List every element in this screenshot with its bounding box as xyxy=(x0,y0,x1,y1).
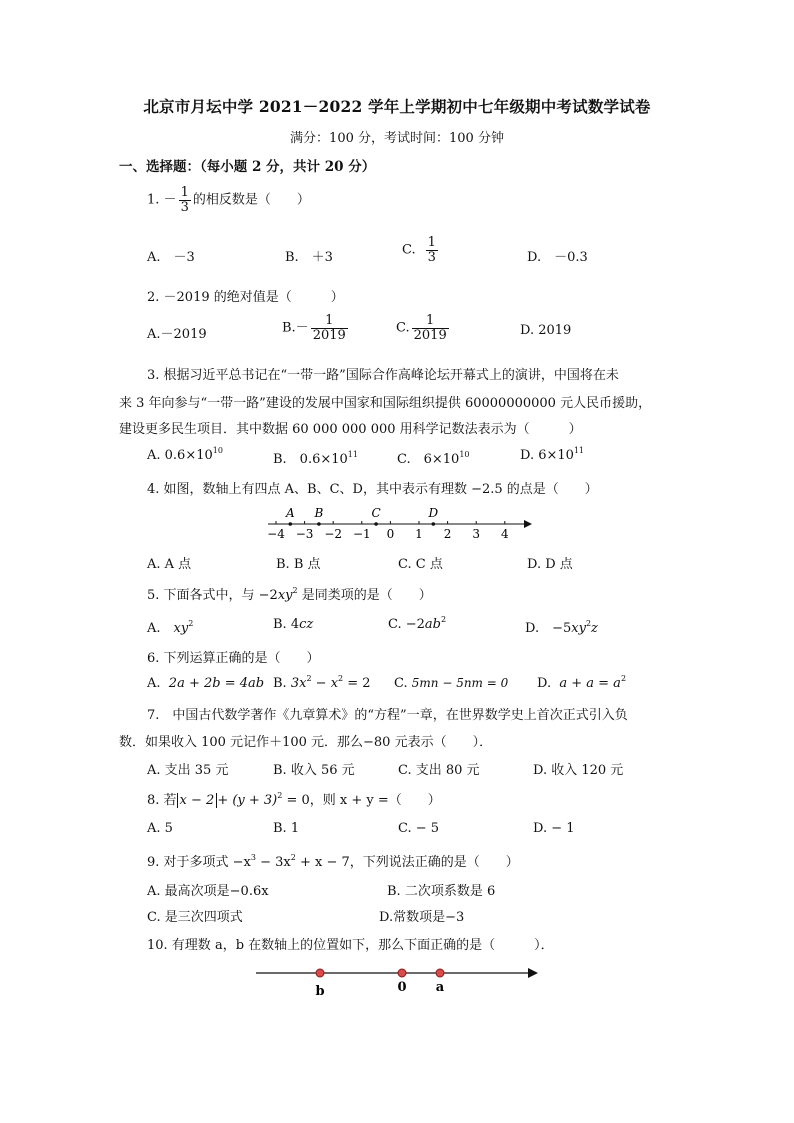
q4-point-a xyxy=(289,522,293,526)
question-8 xyxy=(147,789,441,808)
q7-option-a[interactable]: A. 支出 35 元 xyxy=(147,763,229,778)
q5c-expr: ab xyxy=(424,617,441,632)
q3c-exp: 10 xyxy=(459,450,470,459)
q5-option-c[interactable] xyxy=(388,617,446,632)
q10-label-b: b xyxy=(315,984,325,999)
q1-fraction xyxy=(179,186,191,214)
q2-option-d[interactable]: D. 2019 xyxy=(520,323,572,338)
q4-point-c xyxy=(374,522,378,526)
question-2: 2. －2019 的绝对值是（ ） xyxy=(147,290,344,305)
q3a-exp: 10 xyxy=(212,446,223,455)
q5a-label: A. xyxy=(147,621,174,636)
q8-prefix: 8. 若 xyxy=(147,793,177,808)
question-4: 4. 如图，数轴上有四点 A、B、C、D，其中表示有理数 −2.5 的点是（ ） xyxy=(147,482,598,497)
q2c-fraction xyxy=(412,314,449,342)
q4-option-d[interactable]: D. D 点 xyxy=(527,557,573,572)
q8-abs: x − 2 xyxy=(177,793,218,808)
q2b-fraction xyxy=(311,314,348,342)
q4-tick-label: −1 xyxy=(352,527,371,541)
q4-tick-label: 4 xyxy=(500,527,509,541)
q6-option-a[interactable] xyxy=(147,676,264,691)
q10-label-a: a xyxy=(435,980,445,995)
q6b-mid: − x xyxy=(311,676,339,691)
q1-sign: － xyxy=(163,192,177,208)
question-3-line-1: 3. 根据习近平总书记在“一带一路”国际合作高峰论坛开幕式上的演讲，中国将在未 xyxy=(147,368,619,383)
question-9 xyxy=(147,851,519,870)
q6b-exp2: 2 xyxy=(338,674,344,683)
q7-option-c[interactable]: C. 支出 80 元 xyxy=(398,763,480,778)
q9-option-a[interactable]: A. 最高次项是−0.6x xyxy=(147,884,269,899)
q2-option-c[interactable] xyxy=(396,314,451,342)
question-3-line-3: 建设更多民生项目．其中数据 60 000 000 000 用科学记数法表示为（ ） xyxy=(119,422,582,437)
q4-tick-label: 0 xyxy=(386,527,395,541)
q2b-prefix: B.－ xyxy=(282,320,309,336)
q1-frac-den: 3 xyxy=(180,199,189,215)
section-heading: 一、选择题：（每小题 2 分，共计 20 分） xyxy=(119,159,376,175)
q6d-pre: a + a = a xyxy=(559,676,621,691)
q8-option-d[interactable]: D. − 1 xyxy=(533,821,575,836)
q5-option-b[interactable] xyxy=(273,617,313,632)
q9-exp1: 3 xyxy=(250,853,256,862)
q5d-exp: 2 xyxy=(585,619,592,628)
q2b-den: 2019 xyxy=(312,327,346,343)
q9-tail: + x − 7，下列说法正确的是（ ） xyxy=(295,855,519,870)
question-10: 10. 有理数 a，b 在数轴上的位置如下，那么下面正确的是（ ）． xyxy=(147,938,554,953)
q4-option-a[interactable]: A. A 点 xyxy=(147,557,192,572)
q2-option-a[interactable]: A.－2019 xyxy=(147,327,207,342)
q4-tick-label: 2 xyxy=(443,527,452,541)
q5-prefix: 5. 下面各式中，与 −2 xyxy=(147,588,278,603)
q9-option-b[interactable]: B. 二次项系数是 6 xyxy=(387,884,496,899)
q1-option-a[interactable]: A. －3 xyxy=(147,250,195,265)
q5c-exp: 2 xyxy=(441,615,447,624)
q2-option-b[interactable] xyxy=(282,314,350,342)
q1-option-d[interactable]: D. －0.3 xyxy=(527,250,588,265)
q5-term: xy xyxy=(277,588,293,603)
q6a-label: A. xyxy=(147,676,161,691)
q4-point-d xyxy=(432,522,436,526)
q5d-label: D. −5 xyxy=(525,621,572,636)
q9-exp2: 2 xyxy=(290,853,296,862)
q6d-label: D. xyxy=(537,676,552,691)
q5b-label: B. 4 xyxy=(273,617,300,632)
question-7-line-2: 数．如果收入 100 元记作＋100 元．那么−80 元表示（ ）． xyxy=(119,735,493,750)
q6b-exp1: 2 xyxy=(306,674,312,683)
q1-option-b[interactable]: B. ＋3 xyxy=(285,250,333,265)
q4-tick-label: −3 xyxy=(295,527,314,541)
q3-option-d[interactable] xyxy=(520,448,584,463)
q4-point-label-b: B xyxy=(314,506,324,520)
q1-number: 1. xyxy=(147,192,160,208)
q5d-expr: xy xyxy=(571,621,586,636)
q3c-text: C. 6×10 xyxy=(397,452,460,467)
q5-option-d[interactable] xyxy=(525,617,598,636)
q1-option-c[interactable] xyxy=(402,236,440,264)
q6-option-b[interactable] xyxy=(273,676,371,691)
question-1 xyxy=(147,186,310,214)
q1c-den: 3 xyxy=(427,249,436,265)
q4-tick-label: −2 xyxy=(324,527,343,541)
q3-option-c[interactable] xyxy=(397,448,470,467)
q8-option-c[interactable]: C. − 5 xyxy=(398,821,440,836)
question-5 xyxy=(147,584,432,603)
q4-axis-arrow xyxy=(524,520,532,528)
q4-point-label-a: A xyxy=(285,506,295,520)
question-7-line-1: 7. 中国古代数学著作《九章算术》的“方程”一章，在世界数学史上首次正式引入负 xyxy=(147,708,628,723)
q4-point-label-d: D xyxy=(428,506,439,520)
q5-term-exp: 2 xyxy=(292,586,298,595)
q4-point-label-c: C xyxy=(371,506,381,520)
q10-point-a xyxy=(436,969,444,977)
q8-option-a[interactable]: A. 5 xyxy=(147,821,173,836)
q6c-label: C. xyxy=(394,676,408,691)
q2c-den: 2019 xyxy=(413,327,447,343)
q4-point-b xyxy=(317,522,321,526)
q3d-text: D. 6×10 xyxy=(520,448,574,463)
question-6: 6. 下列运算正确的是（ ） xyxy=(147,651,320,666)
exam-subtitle: 满分：100 分，考试时间：100 分钟 xyxy=(290,131,504,146)
q10-label-0: 0 xyxy=(397,980,407,995)
q8-tail: = 0，则 x + y =（ ） xyxy=(282,793,441,808)
q3a-text: A. 0.6×10 xyxy=(147,448,213,463)
q3d-exp: 11 xyxy=(573,446,585,455)
q3b-exp: 11 xyxy=(347,450,358,459)
q1-frac-num: 1 xyxy=(180,185,189,200)
q4-tick-label: 1 xyxy=(415,527,423,541)
q2c-prefix: C. xyxy=(396,320,410,336)
q10-number-line xyxy=(250,960,542,1000)
q6-option-d[interactable] xyxy=(537,676,626,691)
q5-option-a[interactable] xyxy=(147,617,193,636)
q9-option-d[interactable]: D.常数项是−3 xyxy=(379,910,465,925)
q4-option-c[interactable]: C. C 点 xyxy=(398,557,443,572)
q4-number-line xyxy=(262,500,532,544)
q10-axis-arrow xyxy=(528,968,538,978)
q6d-exp: 2 xyxy=(620,674,627,683)
q7-option-b[interactable]: B. 收入 56 元 xyxy=(273,763,355,778)
q8-mid: + (y + 3) xyxy=(217,793,278,808)
q5c-label: C. −2 xyxy=(388,617,425,632)
q4-option-b[interactable]: B. B 点 xyxy=(276,557,321,572)
q3-option-a[interactable] xyxy=(147,448,223,463)
q10-point-0 xyxy=(398,969,406,977)
q1-option-c-fraction xyxy=(426,236,438,264)
q5a-expr: xy xyxy=(173,621,189,636)
q6c-expr: 5mn − 5nm = 0 xyxy=(411,676,509,690)
q1c-num: 1 xyxy=(427,235,436,250)
q3b-text: B. 0.6×10 xyxy=(273,452,348,467)
q1-text: 的相反数是（ ） xyxy=(192,192,310,208)
q5d-tail: z xyxy=(591,621,598,636)
q6-option-c[interactable] xyxy=(394,676,508,691)
q5-suffix: 是同类项的是（ ） xyxy=(297,588,432,603)
q5a-exp: 2 xyxy=(188,619,194,628)
q5b-expr: cz xyxy=(299,617,314,632)
question-3-line-2: 来 3 年向参与“一带一路”建设的发展中国家和国际组织提供 60000000000 元人民币援助， xyxy=(119,396,652,411)
q9-option-c[interactable]: C. 是三次四项式 xyxy=(147,910,243,925)
q2c-num: 1 xyxy=(412,314,449,329)
q9-mid1: − 3x xyxy=(256,855,291,870)
q2b-num: 1 xyxy=(311,314,348,329)
q6b-end: = 2 xyxy=(343,676,371,691)
q1-option-c-label: C. xyxy=(402,242,416,258)
q8-exp: 2 xyxy=(277,791,283,800)
exam-title: 北京市月坛中学 2021－2022 学年上学期初中七年级期中考试数学试卷 xyxy=(143,97,651,116)
q6b-pre: 3x xyxy=(290,676,307,691)
q9-prefix: 9. 对于多项式 −x xyxy=(147,855,251,870)
q8-option-b[interactable]: B. 1 xyxy=(273,821,300,836)
q4-tick-label: −4 xyxy=(267,527,285,541)
q7-option-d[interactable]: D. 收入 120 元 xyxy=(533,763,624,778)
q10-point-b xyxy=(316,969,324,977)
q6a-expr: 2a + 2b = 4ab xyxy=(168,676,265,691)
q3-option-b[interactable] xyxy=(273,448,358,467)
q4-tick-label: 3 xyxy=(472,527,481,541)
q6b-label: B. xyxy=(273,676,287,691)
